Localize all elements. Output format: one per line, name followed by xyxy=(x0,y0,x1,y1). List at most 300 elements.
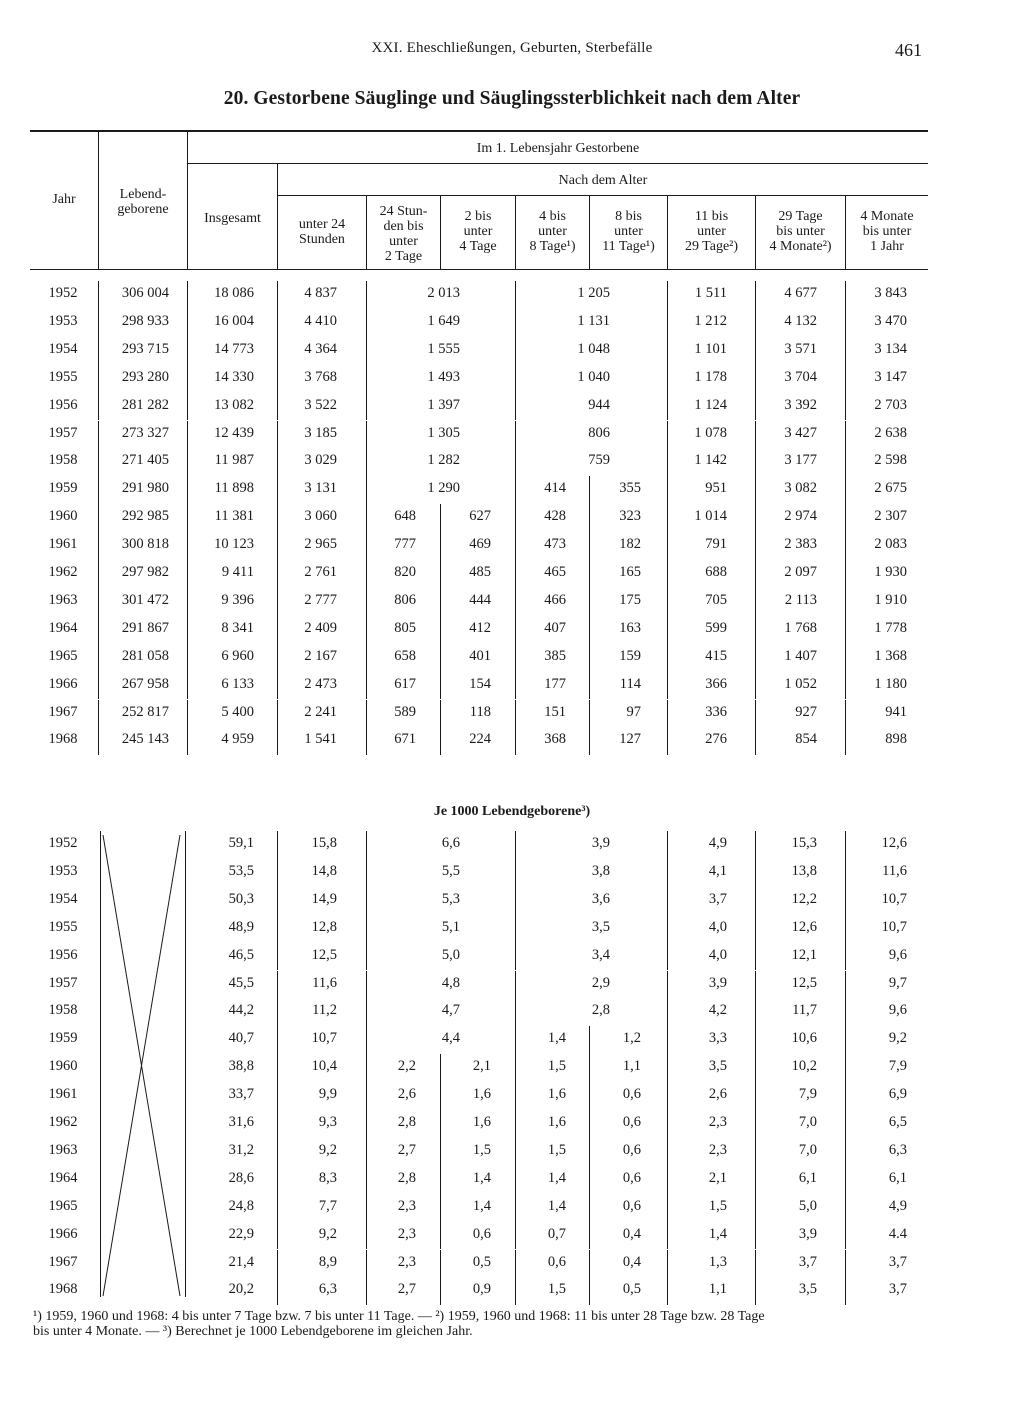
abs-col-separator xyxy=(366,588,367,616)
rate-cell-h24-2: 2,8 xyxy=(397,1169,416,1186)
abs-col-separator xyxy=(755,365,756,393)
abs-cell-total: 11 987 xyxy=(214,452,254,469)
rate-cell-total: 50,3 xyxy=(228,890,254,907)
rate-col-separator xyxy=(845,1026,846,1054)
abs-cell-d11-29: 599 xyxy=(705,619,727,636)
rate-cell-d29-4m: 6,1 xyxy=(798,1169,817,1186)
abs-col-separator xyxy=(515,504,516,532)
rate-year: 1961 xyxy=(48,1086,78,1103)
rate-col-separator xyxy=(366,1110,367,1138)
abs-cell-d4-8: 466 xyxy=(544,591,566,608)
abs-cell-m24-4: 1 282 xyxy=(427,452,460,469)
abs-year: 1966 xyxy=(48,675,78,692)
abs-cell-m4-1j: 898 xyxy=(885,731,907,748)
rate-cell-m4-1j: 6,9 xyxy=(888,1086,907,1103)
rate-col-separator xyxy=(515,859,516,887)
abs-year: 1953 xyxy=(48,312,78,329)
abs-cell-d29-4m: 2 113 xyxy=(784,591,817,608)
abs-col-separator xyxy=(440,672,441,700)
abs-col-separator xyxy=(366,644,367,672)
rate-cell-m24-4: 4,7 xyxy=(441,1002,460,1019)
abs-cell-d2-4: 412 xyxy=(469,619,491,636)
rate-col-separator xyxy=(277,831,278,859)
rate-col-separator xyxy=(440,1277,441,1305)
abs-cell-u24: 3 029 xyxy=(304,452,337,469)
rate-cell-total: 33,7 xyxy=(228,1086,254,1103)
abs-col-separator xyxy=(667,616,668,644)
rate-col-separator xyxy=(589,1026,590,1054)
abs-cell-total: 8 341 xyxy=(221,619,254,636)
rate-cell-m4-11: 2,8 xyxy=(591,1002,610,1019)
rate-cell-d2-4: 1,4 xyxy=(472,1197,491,1214)
abs-cell-u24: 2 241 xyxy=(304,703,337,720)
abs-cell-births: 281 058 xyxy=(121,647,169,664)
abs-col-separator xyxy=(366,448,367,476)
abs-col-separator xyxy=(187,727,188,755)
col-24h-bis-2: 24 Stun- den bis unter 2 Tage xyxy=(379,204,428,264)
abs-col-separator xyxy=(845,532,846,560)
rate-cell-u24: 14,8 xyxy=(311,862,337,879)
rate-col-separator xyxy=(589,1250,590,1278)
rate-col-separator xyxy=(277,1277,278,1305)
rate-cell-m4-11: 3,9 xyxy=(591,835,610,851)
abs-col-separator xyxy=(845,281,846,309)
rate-cell-m4-11: 3,4 xyxy=(591,946,610,963)
abs-col-separator xyxy=(366,365,367,393)
abs-col-separator xyxy=(277,700,278,728)
rate-cell-total: 22,9 xyxy=(228,1225,254,1242)
abs-col-separator xyxy=(755,448,756,476)
rate-col-separator xyxy=(440,1194,441,1222)
abs-cell-d11-29: 951 xyxy=(705,480,727,497)
abs-col-separator xyxy=(187,700,188,728)
rate-col-separator xyxy=(366,831,367,859)
col-11-bis-29: 11 bis unter 29 Tage²) xyxy=(684,209,739,254)
rate-cell-d8-11: 0,5 xyxy=(622,1281,641,1298)
rate-cell-u24: 12,5 xyxy=(311,946,337,963)
abs-cell-births: 267 958 xyxy=(121,675,169,692)
rate-col-separator xyxy=(440,1166,441,1194)
rate-col-separator xyxy=(277,1110,278,1138)
abs-col-separator xyxy=(440,644,441,672)
rate-cell-h24-2: 2,8 xyxy=(397,1114,416,1130)
header-bottom-rule xyxy=(30,269,928,270)
rate-col-separator xyxy=(277,1194,278,1222)
abs-col-separator xyxy=(277,644,278,672)
rate-cell-total: 40,7 xyxy=(228,1030,254,1047)
abs-col-separator xyxy=(755,532,756,560)
rate-cell-h24-2: 2,3 xyxy=(397,1197,416,1214)
rate-cell-m4-1j: 11,6 xyxy=(882,862,907,879)
rate-year: 1952 xyxy=(48,835,78,851)
rate-cell-d2-4: 0,9 xyxy=(472,1281,491,1298)
rate-cell-m24-4: 6,6 xyxy=(441,835,460,851)
abs-cell-h24-2: 671 xyxy=(394,731,416,748)
rate-cell-d29-4m: 3,7 xyxy=(798,1253,817,1270)
abs-cell-d4-8: 177 xyxy=(544,675,566,692)
col-2-bis-4: 2 bis unter 4 Tage xyxy=(459,209,497,254)
rate-col-separator xyxy=(845,971,846,999)
abs-col-separator xyxy=(667,504,668,532)
rate-col-separator xyxy=(845,1250,846,1278)
abs-cell-d2-4: 444 xyxy=(469,591,491,608)
rate-cell-m4-1j: 6,3 xyxy=(888,1141,907,1158)
table-title: 20. Gestorbene Säuglinge und Säuglingssterblichkeit nach dem Alter xyxy=(223,88,801,109)
rate-cell-m4-1j: 6,5 xyxy=(888,1114,907,1130)
abs-year: 1965 xyxy=(48,647,78,664)
rate-col-separator xyxy=(515,1194,516,1222)
col-insgesamt: Insgesamt xyxy=(204,211,261,226)
abs-cell-u24: 3 522 xyxy=(304,396,337,413)
rate-year: 1960 xyxy=(48,1058,78,1075)
abs-col-separator xyxy=(845,700,846,728)
abs-col-separator xyxy=(277,727,278,755)
rate-col-separator xyxy=(755,1277,756,1305)
abs-cell-u24: 2 409 xyxy=(304,619,337,636)
abs-col-separator xyxy=(515,700,516,728)
rate-cell-d29-4m: 13,8 xyxy=(791,862,817,879)
rate-year: 1966 xyxy=(48,1225,78,1242)
abs-year: 1957 xyxy=(48,424,78,441)
rate-col-separator xyxy=(185,831,186,1297)
abs-year: 1967 xyxy=(48,703,78,720)
rate-cell-d4-8: 1,6 xyxy=(547,1086,566,1103)
abs-year: 1955 xyxy=(48,368,78,385)
rate-col-separator xyxy=(845,1166,846,1194)
abs-col-separator xyxy=(187,672,188,700)
rate-col-separator xyxy=(515,943,516,971)
rate-cell-m24-4: 4,8 xyxy=(441,974,460,991)
abs-col-separator xyxy=(98,337,99,365)
rate-cell-d11-29: 3,7 xyxy=(708,890,727,907)
rate-cell-d4-8: 1,5 xyxy=(547,1281,566,1298)
abs-cell-total: 9 411 xyxy=(221,564,254,580)
abs-cell-d4-8: 368 xyxy=(544,731,566,748)
rate-col-separator xyxy=(667,1138,668,1166)
rate-col-separator xyxy=(515,1110,516,1138)
abs-col-separator xyxy=(440,532,441,560)
abs-col-separator xyxy=(667,700,668,728)
abs-cell-d8-11: 355 xyxy=(619,480,641,497)
rate-cell-m4-11: 3,5 xyxy=(591,918,610,935)
rate-cell-u24: 9,9 xyxy=(318,1086,337,1103)
rate-col-separator xyxy=(277,887,278,915)
abs-year: 1954 xyxy=(48,340,78,357)
abs-cell-h24-2: 820 xyxy=(394,564,416,580)
rate-col-separator xyxy=(440,1138,441,1166)
abs-cell-births: 306 004 xyxy=(121,285,169,301)
rate-col-separator xyxy=(755,1054,756,1082)
rate-cell-m4-11: 2,9 xyxy=(591,974,610,991)
rate-cell-d11-29: 4,1 xyxy=(708,862,727,879)
rate-col-separator xyxy=(515,1054,516,1082)
abs-col-separator xyxy=(187,644,188,672)
rate-year: 1955 xyxy=(48,918,78,935)
rate-cell-m4-1j: 7,9 xyxy=(888,1058,907,1075)
abs-year: 1968 xyxy=(48,731,78,748)
abs-cell-u24: 2 965 xyxy=(304,536,337,553)
abs-cell-d8-11: 159 xyxy=(619,647,641,664)
abs-cell-h24-2: 658 xyxy=(394,647,416,664)
rate-cell-total: 28,6 xyxy=(228,1169,254,1186)
rate-col-separator xyxy=(845,943,846,971)
rate-year: 1968 xyxy=(48,1281,78,1298)
rate-cell-m4-1j: 4.4 xyxy=(888,1225,907,1242)
abs-col-separator xyxy=(366,393,367,421)
rate-cell-d2-4: 0,6 xyxy=(472,1225,491,1242)
abs-cell-m4-1j: 2 703 xyxy=(874,396,907,413)
rate-col-separator xyxy=(845,1054,846,1082)
abs-cell-d29-4m: 3 177 xyxy=(784,452,817,469)
footnote-line-1: ¹) 1959, 1960 und 1968: 4 bis unter 7 Tage bzw. 7 bis unter 11 Tage. — ²) 1959, 1960 und 1968: 11 bis unter 28 Tage bzw. 28 Tage xyxy=(33,1309,765,1324)
abs-col-separator xyxy=(667,281,668,309)
rate-cell-d4-8: 1,6 xyxy=(547,1114,566,1130)
rate-cell-total: 45,5 xyxy=(228,974,254,991)
abs-col-separator xyxy=(589,700,590,728)
abs-cell-d29-4m: 3 571 xyxy=(784,340,817,357)
abs-col-separator xyxy=(589,476,590,504)
abs-col-separator xyxy=(515,532,516,560)
abs-cell-m4-1j: 2 675 xyxy=(874,480,907,497)
rate-col-separator xyxy=(277,915,278,943)
rate-col-separator xyxy=(755,1166,756,1194)
abs-col-separator xyxy=(366,281,367,309)
col-group-main: Im 1. Lebensjahr Gestorbene xyxy=(476,141,640,156)
abs-col-separator xyxy=(366,672,367,700)
abs-col-separator xyxy=(755,504,756,532)
abs-cell-m4-1j: 2 598 xyxy=(874,452,907,469)
abs-col-separator xyxy=(366,309,367,337)
abs-cell-u24: 2 761 xyxy=(304,564,337,580)
abs-year: 1964 xyxy=(48,619,78,636)
rate-cell-u24: 9,2 xyxy=(318,1141,337,1158)
abs-col-separator xyxy=(277,448,278,476)
rate-cell-m4-1j: 9,7 xyxy=(888,974,907,991)
rate-cell-d29-4m: 10,2 xyxy=(791,1058,817,1075)
abs-col-separator xyxy=(277,365,278,393)
abs-cell-m24-4: 1 649 xyxy=(427,312,460,329)
rate-cell-total: 48,9 xyxy=(228,918,254,935)
rate-cell-total: 53,5 xyxy=(228,862,254,879)
abs-cell-d8-11: 97 xyxy=(626,703,641,720)
abs-cell-m4-1j: 2 638 xyxy=(874,424,907,441)
abs-year: 1958 xyxy=(48,452,78,469)
abs-col-separator xyxy=(98,532,99,560)
rate-cell-total: 38,8 xyxy=(228,1058,254,1075)
abs-cell-total: 11 898 xyxy=(214,480,254,497)
rate-year: 1954 xyxy=(48,890,78,907)
abs-col-separator xyxy=(755,560,756,588)
abs-cell-d11-29: 1 142 xyxy=(694,452,727,469)
abs-col-separator xyxy=(667,532,668,560)
rate-cell-d11-29: 2,1 xyxy=(708,1169,727,1186)
rate-cell-h24-2: 2,3 xyxy=(397,1225,416,1242)
rate-col-separator xyxy=(845,831,846,859)
abs-year: 1962 xyxy=(48,564,78,580)
abs-col-separator xyxy=(98,281,99,309)
abs-cell-u24: 1 541 xyxy=(304,731,337,748)
abs-col-separator xyxy=(440,727,441,755)
abs-col-separator xyxy=(515,588,516,616)
abs-cell-d8-11: 182 xyxy=(619,536,641,553)
abs-col-separator xyxy=(589,504,590,532)
abs-col-separator xyxy=(845,476,846,504)
rate-cell-d8-11: 0,4 xyxy=(622,1253,641,1270)
rate-cell-d8-11: 0,6 xyxy=(622,1086,641,1103)
rate-cell-m4-1j: 9,2 xyxy=(888,1030,907,1047)
abs-col-separator xyxy=(667,421,668,449)
abs-col-separator xyxy=(755,421,756,449)
abs-col-separator xyxy=(845,421,846,449)
rate-cell-total: 31,2 xyxy=(228,1141,254,1158)
abs-col-separator xyxy=(515,393,516,421)
rate-col-separator xyxy=(589,1082,590,1110)
abs-cell-h24-2: 617 xyxy=(394,675,416,692)
abs-col-separator xyxy=(98,365,99,393)
rate-cell-d2-4: 1,6 xyxy=(472,1086,491,1103)
abs-cell-m4-11: 1 040 xyxy=(577,368,610,385)
rate-col-separator xyxy=(755,1110,756,1138)
abs-col-separator xyxy=(98,504,99,532)
rate-cell-d2-4: 1,6 xyxy=(472,1114,491,1130)
abs-cell-births: 281 282 xyxy=(121,396,169,413)
abs-col-separator xyxy=(187,421,188,449)
rate-cell-d29-4m: 3,5 xyxy=(798,1281,817,1298)
rate-cell-total: 20,2 xyxy=(228,1281,254,1298)
abs-col-separator xyxy=(755,309,756,337)
abs-cell-births: 292 985 xyxy=(121,508,169,525)
rate-col-separator xyxy=(366,1054,367,1082)
abs-cell-m24-4: 2 013 xyxy=(427,285,460,301)
rate-cell-d11-29: 3,5 xyxy=(708,1058,727,1075)
rate-cell-m4-1j: 10,7 xyxy=(881,918,907,935)
abs-cell-births: 273 327 xyxy=(121,424,169,441)
abs-cell-d2-4: 118 xyxy=(469,703,491,720)
abs-cell-h24-2: 777 xyxy=(394,536,416,553)
abs-cell-d2-4: 401 xyxy=(469,647,491,664)
rate-col-separator xyxy=(277,1222,278,1250)
abs-col-separator xyxy=(98,476,99,504)
abs-cell-d29-4m: 4 677 xyxy=(784,285,817,301)
abs-year: 1952 xyxy=(48,285,78,301)
rate-col-separator xyxy=(845,1277,846,1305)
abs-cell-d11-29: 1 212 xyxy=(694,312,727,329)
abs-col-separator xyxy=(755,700,756,728)
abs-col-separator xyxy=(845,672,846,700)
abs-cell-births: 271 405 xyxy=(121,452,169,469)
abs-cell-u24: 3 768 xyxy=(304,368,337,385)
rate-col-separator xyxy=(845,1110,846,1138)
rate-col-separator xyxy=(366,1277,367,1305)
rate-cell-m4-11: 3,8 xyxy=(591,862,610,879)
rate-cell-h24-2: 2,3 xyxy=(397,1253,416,1270)
rate-col-separator xyxy=(845,1222,846,1250)
abs-col-separator xyxy=(366,700,367,728)
rate-col-separator xyxy=(440,1110,441,1138)
rate-cell-d4-8: 1,4 xyxy=(547,1169,566,1186)
abs-cell-m24-4: 1 555 xyxy=(427,340,460,357)
abs-cell-d8-11: 114 xyxy=(619,675,641,692)
rate-year: 1964 xyxy=(48,1169,78,1186)
rate-cell-d2-4: 2,1 xyxy=(472,1058,491,1075)
rate-col-separator xyxy=(515,1138,516,1166)
abs-cell-d29-4m: 4 132 xyxy=(784,312,817,329)
abs-col-separator xyxy=(366,337,367,365)
col-4m-bis-1j: 4 Monate bis unter 1 Jahr xyxy=(860,209,914,254)
rate-heading: Je 1000 Lebendgeborene³) xyxy=(433,804,591,819)
abs-cell-total: 9 396 xyxy=(221,591,254,608)
rate-cell-d11-29: 1,1 xyxy=(708,1281,727,1298)
rate-cell-d2-4: 1,5 xyxy=(472,1141,491,1158)
abs-col-separator xyxy=(187,337,188,365)
abs-col-separator xyxy=(98,700,99,728)
rate-col-separator xyxy=(440,1222,441,1250)
rate-col-separator xyxy=(755,831,756,859)
abs-year: 1963 xyxy=(48,591,78,608)
abs-col-separator xyxy=(277,476,278,504)
abs-col-separator xyxy=(277,588,278,616)
rate-cell-d29-4m: 7,0 xyxy=(798,1114,817,1130)
rate-cell-m4-1j: 12,6 xyxy=(881,835,907,851)
rate-col-separator xyxy=(366,1026,367,1054)
rate-cell-m4-1j: 3,7 xyxy=(888,1281,907,1298)
abs-col-separator xyxy=(845,616,846,644)
abs-cell-d2-4: 154 xyxy=(469,675,491,692)
abs-cell-m4-1j: 2 083 xyxy=(874,536,907,553)
rate-col-separator xyxy=(589,1166,590,1194)
abs-col-separator xyxy=(667,560,668,588)
rate-col-separator xyxy=(515,1222,516,1250)
abs-cell-m4-1j: 3 134 xyxy=(874,340,907,357)
rate-col-separator xyxy=(667,859,668,887)
abs-col-separator xyxy=(667,393,668,421)
rate-col-separator xyxy=(755,1138,756,1166)
rate-col-separator xyxy=(845,859,846,887)
rate-col-separator xyxy=(366,1138,367,1166)
abs-cell-births: 301 472 xyxy=(121,591,169,608)
abs-col-separator xyxy=(667,672,668,700)
abs-col-separator xyxy=(98,616,99,644)
abs-col-separator xyxy=(845,588,846,616)
rate-cell-d4-8: 1,5 xyxy=(547,1058,566,1075)
rate-col-separator xyxy=(667,971,668,999)
col-29-bis-4m: 29 Tage bis unter 4 Monate²) xyxy=(769,209,832,254)
rate-col-separator xyxy=(755,1222,756,1250)
rate-cell-d29-4m: 7,9 xyxy=(798,1086,817,1103)
abs-cell-births: 252 817 xyxy=(121,703,169,720)
abs-col-separator xyxy=(845,309,846,337)
abs-cell-m24-4: 1 493 xyxy=(427,368,460,385)
rate-cell-d4-8: 1,4 xyxy=(547,1030,566,1047)
rate-col-separator xyxy=(515,915,516,943)
abs-cell-d29-4m: 2 974 xyxy=(784,508,817,525)
abs-col-separator xyxy=(440,700,441,728)
rate-col-separator xyxy=(755,887,756,915)
rate-cell-u24: 12,8 xyxy=(311,918,337,935)
abs-col-separator xyxy=(515,672,516,700)
rate-col-separator xyxy=(667,943,668,971)
rate-cell-u24: 15,8 xyxy=(311,835,337,851)
rate-year: 1967 xyxy=(48,1253,78,1270)
abs-col-separator xyxy=(755,588,756,616)
rate-col-separator xyxy=(667,831,668,859)
rate-cell-d11-29: 4,0 xyxy=(708,918,727,935)
abs-col-separator xyxy=(755,644,756,672)
rate-col-separator xyxy=(755,859,756,887)
abs-cell-total: 6 960 xyxy=(221,647,254,664)
rate-cell-d8-11: 0,6 xyxy=(622,1197,641,1214)
rate-cell-total: 59,1 xyxy=(228,835,254,851)
